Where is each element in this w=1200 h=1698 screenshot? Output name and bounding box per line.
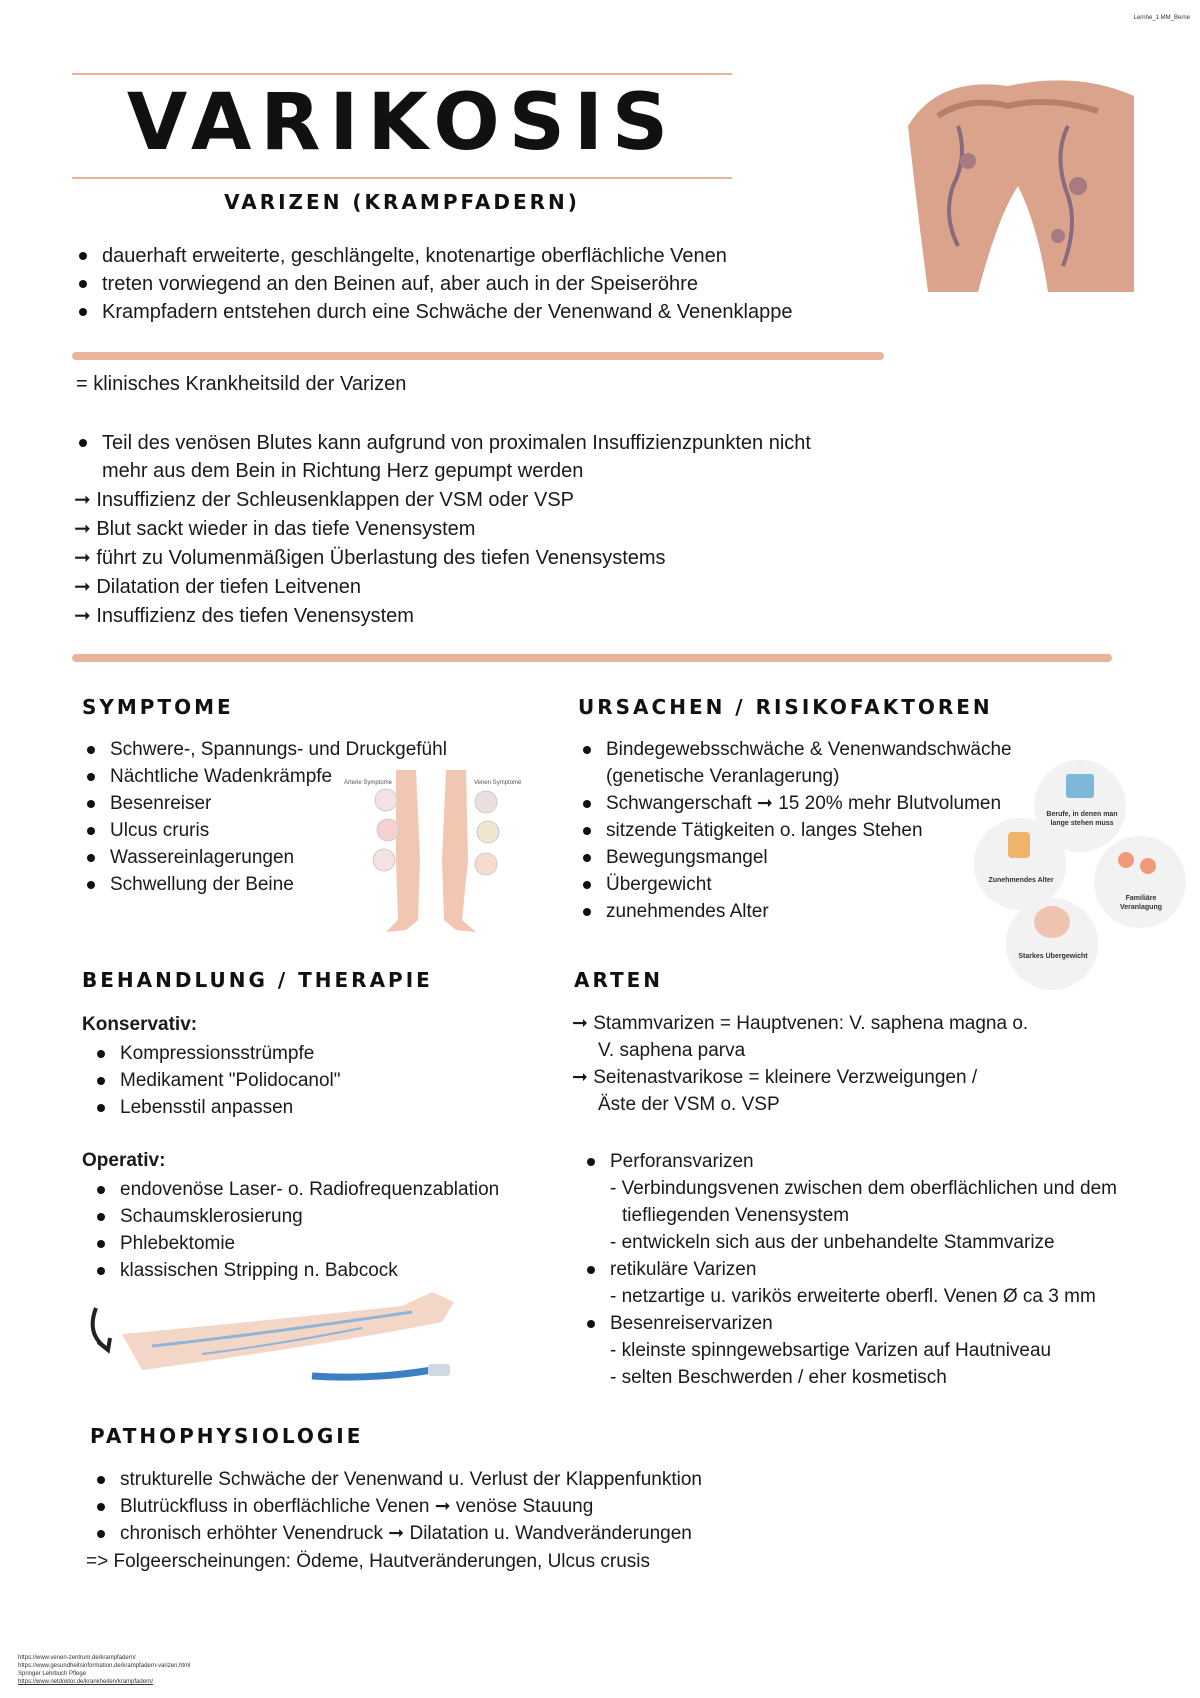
family-icon: [1118, 852, 1134, 868]
source-link[interactable]: https://www.netdoktor.de/krankheiten/krampfadern/: [18, 1679, 154, 1685]
definition-text: = klinisches Krankheitsild der Varizen: [76, 373, 407, 395]
arrow-step: [572, 1064, 1172, 1091]
arrow-icon: ➞: [74, 576, 91, 598]
item-detail: - kleinste spinngewebsartige Varizen auf Hautniveau: [610, 1340, 1052, 1361]
arrow-step: [74, 515, 666, 544]
arrow-icon: ➞: [572, 1013, 588, 1034]
worker-icon: [1066, 774, 1094, 798]
behandlung-heading: BEHANDLUNG / THERAPIE: [82, 968, 433, 992]
varicose-leg-photo: [898, 66, 1134, 292]
list-item: strukturelle Schwäche der Venenwand u. Verlust der Klappenfunktion: [94, 1466, 994, 1493]
step-text: führt zu Volumenmäßigen Überlastung des tiefen Venensystems: [96, 547, 666, 569]
list-item: Wassereinlagerungen: [84, 844, 484, 871]
arrow-icon: ➞: [74, 489, 91, 511]
arrow-icon: ➞: [74, 605, 91, 627]
item-detail: - netzartige u. varikös erweiterte oberfl. Venen Ø ca 3 mm: [610, 1286, 1096, 1307]
list-item: [584, 1310, 1164, 1391]
list-item: sitzende Tätigkeiten o. langes Stehen: [580, 817, 1040, 844]
list-item: Schwangerschaft ➞ 15 20% mehr Blutvolumen: [580, 790, 1040, 817]
arrow-step: [74, 544, 666, 573]
footer-sources: [18, 1654, 718, 1686]
mechanism-steps: [74, 486, 666, 631]
list-item: Blutrückfluss in oberflächliche Venen ➞ venöse Stauung: [94, 1493, 994, 1520]
title-rule-top: [72, 73, 732, 75]
step-text: Blut sackt wieder in das tiefe Venensystem: [96, 518, 476, 540]
item-text: (genetische Veranlagerung): [606, 766, 840, 787]
list-item: dauerhaft erweiterte, geschlängelte, knotenartige oberflächliche Venen: [76, 242, 916, 270]
arrow-step: [74, 486, 666, 515]
list-item: Schwellung der Beine: [84, 871, 484, 898]
item-text: Besenreiservarizen: [610, 1313, 773, 1334]
item-text: retikuläre Varizen: [610, 1259, 757, 1280]
section-divider: [72, 654, 1112, 662]
list-item: [584, 1256, 1164, 1310]
figure-label: Venen Symptome: [474, 780, 522, 786]
item-detail: - entwickeln sich aus der unbehandelte Stammvarize: [610, 1232, 1055, 1253]
arrow-step: [74, 602, 666, 631]
list-item: Besenreiser: [84, 790, 484, 817]
list-item: klassischen Stripping n. Babcock: [94, 1257, 554, 1284]
list-item: Schaumsklerosierung: [94, 1203, 554, 1230]
list-item: Schwere-, Spannungs- und Druckgefühl: [84, 736, 484, 763]
item-text: Seitenastvarikose = kleinere Verzweigungen /: [593, 1067, 978, 1088]
step-text: Insuffizienz des tiefen Venensystem: [96, 605, 414, 627]
patho-heading: PATHOPHYSIOLOGIE: [90, 1424, 364, 1448]
section-divider: [72, 352, 884, 360]
list-item: Krampfadern entstehen durch eine Schwäche der Venenwand & Venenklappe: [76, 298, 916, 326]
figure-label: Arterie Symptome: [344, 780, 393, 786]
ursachen-list: [580, 736, 1040, 925]
circle-label: Starkes Übergewicht: [1018, 953, 1088, 960]
item-text: Äste der VSM o. VSP: [598, 1094, 780, 1115]
patho-conclusion: => Folgeerscheinungen: Ödeme, Hautveränderungen, Ulcus crusis: [86, 1551, 650, 1572]
step-text: Insuffizienz der Schleusenklappen der VSM oder VSP: [96, 489, 575, 511]
patho-list: [94, 1466, 994, 1547]
list-item: Phlebektomie: [94, 1230, 554, 1257]
symptome-heading: SYMPTOME: [82, 695, 234, 719]
item-text: V. saphena parva: [598, 1040, 746, 1061]
source-link[interactable]: https://www.venen-zentrum.de/krampfadern/: [18, 1655, 136, 1661]
list-item: [76, 429, 976, 485]
list-item: Lebensstil anpassen: [94, 1094, 514, 1121]
corner-note: Lernhe_1 MM_Berne: [1133, 15, 1190, 21]
arten-list: [584, 1148, 1164, 1391]
list-item: Kompressionsstrümpfe: [94, 1040, 514, 1067]
konservativ-list: [94, 1040, 514, 1121]
arrow-step: [572, 1010, 1172, 1037]
intro-list: [76, 242, 916, 326]
arrow-step: [74, 573, 666, 602]
source-note: Springer Lehrbuch Pflege: [18, 1671, 87, 1677]
body-icon: [1034, 906, 1070, 938]
arrow-icon: ➞: [74, 518, 91, 540]
item-detail: - selten Beschwerden / eher kosmetisch: [610, 1367, 947, 1388]
list-item: treten vorwiegend an den Beinen auf, aber auch in der Speiseröhre: [76, 270, 916, 298]
mechanism-list: [76, 429, 976, 485]
list-item: [580, 736, 1040, 790]
list-item: Übergewicht: [580, 871, 1040, 898]
item-detail: tiefliegenden Venensystem: [622, 1205, 850, 1226]
stripping-leg-figure: [82, 1284, 472, 1396]
operativ-label: Operativ:: [82, 1150, 166, 1171]
list-item: zunehmendes Alter: [580, 898, 1040, 925]
mechanism-line-2: mehr aus dem Bein in Richtung Herz gepumpt werden: [102, 460, 584, 482]
risk-factor-diagram: [972, 756, 1190, 996]
step-text: Dilatation der tiefen Leitvenen: [96, 576, 361, 598]
page-subtitle: VARIZEN (KRAMPFADERN): [224, 190, 580, 214]
list-item: [584, 1148, 1164, 1256]
hourglass-icon: [1008, 832, 1030, 858]
list-item: Medikament "Polidocanol": [94, 1067, 514, 1094]
operativ-list: [94, 1176, 554, 1284]
page-title: VARIKOSIS: [126, 78, 678, 168]
item-detail: - Verbindungsvenen zwischen dem oberflächlichen und dem: [610, 1178, 1117, 1199]
item-text: Stammvarizen = Hauptvenen: V. saphena magna o.: [593, 1013, 1029, 1034]
arrow-icon: ➞: [74, 547, 91, 569]
ursachen-heading: URSACHEN / RISIKOFAKTOREN: [578, 695, 993, 719]
title-rule-bottom: [72, 177, 732, 179]
arten-types: [572, 1010, 1172, 1118]
circle-label: Familiäre Veranlagung: [1119, 895, 1162, 911]
circle-label: Zunehmendes Alter: [988, 877, 1054, 884]
arrow-icon: ➞: [572, 1067, 588, 1088]
item-text: Perforansvarizen: [610, 1151, 754, 1172]
mechanism-line-1: Teil des venösen Blutes kann aufgrund von proximalen Insuffizienzpunkten nicht: [102, 432, 811, 454]
list-item: endovenöse Laser- o. Radiofrequenzablation: [94, 1176, 554, 1203]
arten-heading: ARTEN: [574, 968, 664, 992]
item-text: Bindegewebsschwäche & Venenwandschwäche: [606, 739, 1012, 760]
list-item: Bewegungsmangel: [580, 844, 1040, 871]
list-item: Ulcus cruris: [84, 817, 484, 844]
circle-label: Berufe, in denen man lange stehen muss: [1046, 811, 1118, 827]
list-item: chronisch erhöhter Venendruck ➞ Dilatation u. Wandveränderungen: [94, 1520, 994, 1547]
symptom-legs-figure: [336, 770, 530, 938]
list-item: Nächtliche Wadenkrämpfe: [84, 763, 484, 790]
source-link[interactable]: https://www.gesundheitsinformation.de/krampfadern-varizen.html: [18, 1663, 191, 1669]
konservativ-label: Konservativ:: [82, 1014, 198, 1035]
